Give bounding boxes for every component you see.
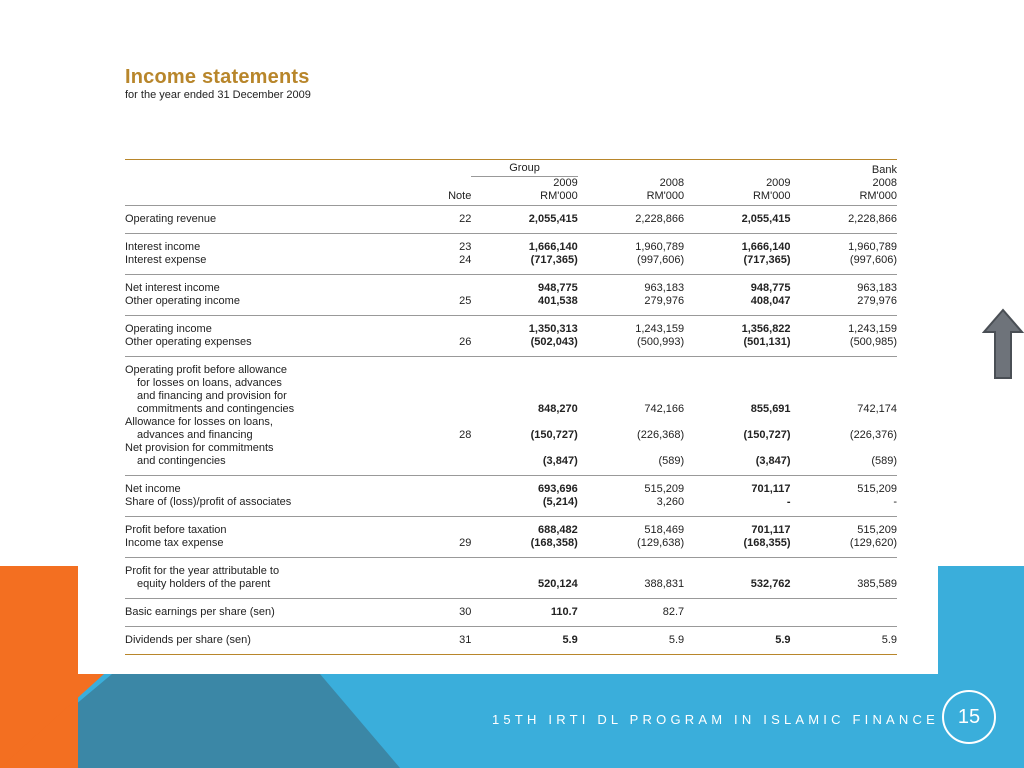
footer-title: 15TH IRTI DL PROGRAM IN ISLAMIC FINANCE: [492, 712, 939, 727]
unit-header: RM'000: [752, 190, 791, 202]
header-row-years: [125, 177, 897, 191]
table-row: Interest income 23 1,666,140 1,960,789 1,666,140 1,960,789: [125, 234, 897, 255]
table-row: Profit before taxation 688,482 518,469 701,117 515,209: [125, 517, 897, 538]
income-statement-table: [125, 159, 897, 655]
unit-header: RM'000: [646, 190, 685, 202]
header-row-units: [125, 190, 897, 206]
year-header: 2009: [766, 177, 791, 189]
table-row: Allowance for losses on loans, advances and financing 28 (150,727) (226,368) (150,727) (226,376): [125, 416, 897, 441]
bank-header: Bank: [871, 163, 897, 176]
table-row: Share of (loss)/profit of associates (5,214) 3,260 - -: [125, 496, 897, 508]
page-number: 15: [942, 690, 996, 744]
page-subtitle: for the year ended 31 December 2009: [125, 89, 311, 101]
table-row: Net provision for commitments and contingencies (3,847) (589) (3,847) (589): [125, 442, 897, 467]
group-header: Group: [471, 160, 577, 177]
table-row: Operating income 1,350,313 1,243,159 1,356,822 1,243,159: [125, 316, 897, 337]
page-title: Income statements: [125, 66, 310, 88]
table-row: Net interest income 948,775 963,183 948,775 963,183: [125, 275, 897, 296]
table-row: Operating profit before allowance for losses on loans, advances and financing and provision for commitments and contingencies 848,270 742,166 855,691 742,174: [125, 357, 897, 417]
year-header: 2008: [872, 177, 897, 189]
table-row: Dividends per share (sen) 31 5.9 5.9 5.9 5.9: [125, 627, 897, 655]
year-header: 2009: [553, 177, 578, 189]
year-header: 2008: [659, 177, 685, 189]
up-arrow-icon[interactable]: [982, 308, 1024, 380]
table-row: Other operating income 25 401,538 279,976 408,047 279,976: [125, 295, 897, 307]
note-header: Note: [448, 190, 472, 202]
table-row: Interest expense 24 (717,365) (997,606) (717,365) (997,606): [125, 254, 897, 266]
table-row: Profit for the year attributable to equity holders of the parent 520,124 388,831 532,762 385,589: [125, 558, 897, 599]
table-row: Operating revenue 22 2,055,415 2,228,866 2,055,415 2,228,866: [125, 206, 897, 234]
header-row-group: [125, 160, 897, 177]
table-row: Net income 693,696 515,209 701,117 515,209: [125, 476, 897, 497]
table-row: Basic earnings per share (sen) 30 110.7 82.7: [125, 599, 897, 627]
unit-header: RM'000: [859, 190, 897, 202]
table-row: Other operating expenses 26 (502,043) (500,993) (501,131) (500,985): [125, 336, 897, 348]
unit-header: RM'000: [540, 190, 578, 202]
table-row: Income tax expense 29 (168,358) (129,638) (168,355) (129,620): [125, 537, 897, 549]
